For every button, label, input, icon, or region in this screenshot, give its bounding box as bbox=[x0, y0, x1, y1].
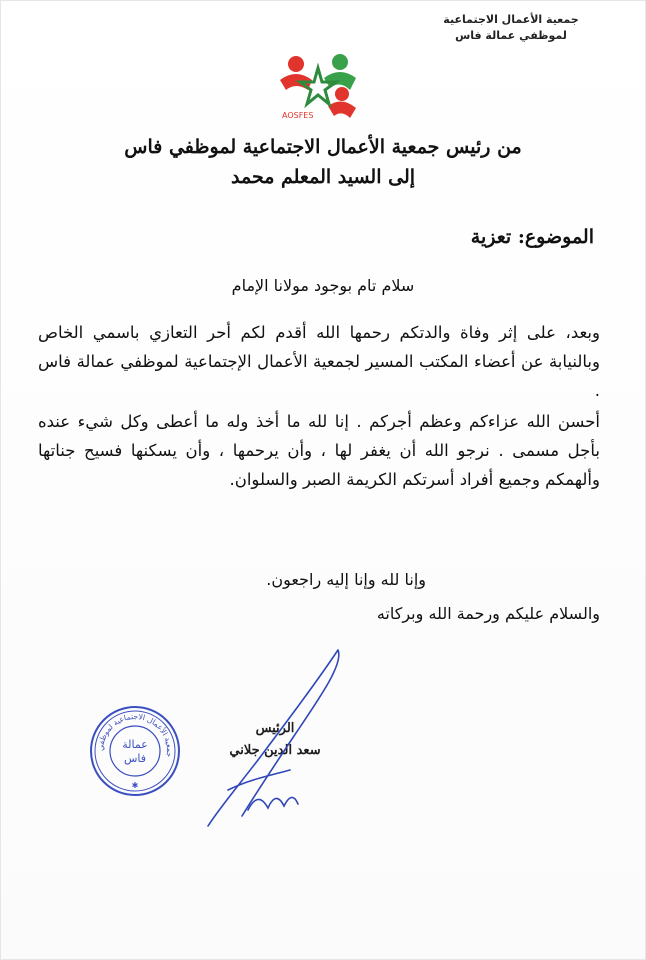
org-name-line2: لموظفي عمالة فاس bbox=[455, 29, 567, 42]
stamp-center-line1: عمالة bbox=[122, 738, 148, 751]
title-from: من رئيس جمعية الأعمال الاجتماعية لموظفي فاس bbox=[124, 136, 522, 158]
letter-greeting: سلام تام بوجود مولانا الإمام bbox=[231, 276, 415, 295]
body-paragraph-2: أحسن الله عزاءكم وعظم أجركم . إنا لله ما أخذ وله ما أعطى وكل شيء عنده بأجل مسمى . نرجو الله أن يغفر لها ، وأن يرحمها ، وأن يسكنها فسيح جناتها وألهمكم وجميع أفراد أسرتكم الكريمة الصبر والسلوان. bbox=[38, 412, 600, 489]
stamp-ring-text: جمعية الأعمال الاجتماعية لموظفي bbox=[95, 711, 175, 758]
handwritten-signature bbox=[198, 640, 358, 840]
letter-body bbox=[38, 318, 600, 496]
stamp-star-icon: ✱ bbox=[131, 781, 139, 790]
association-stamp bbox=[88, 704, 182, 798]
letter-salutation: والسلام عليكم ورحمة الله وبركاته bbox=[376, 604, 600, 623]
signatory-role: الرئيس bbox=[255, 721, 295, 736]
signatory-name: سعد الدين جلاني bbox=[229, 743, 321, 758]
body-paragraph-1: وبعد، على إثر وفاة والدتكم رحمها الله أقدم لكم أحر التعازي باسمي الخاص وبالنيابة عن أعضاء المكتب المسير لجمعية الأعمال الإجتماعية لموظفي عمالة فاس . bbox=[38, 323, 600, 400]
letter-closing: وإنا لله وإنا إليه راجعون. bbox=[266, 570, 426, 589]
logo-text: AOSFES bbox=[282, 111, 314, 120]
org-name-line1: جمعية الأعمال الاجتماعية bbox=[443, 13, 579, 26]
stamp-center-line2: فاس bbox=[123, 752, 147, 765]
letter-title bbox=[60, 132, 586, 192]
letter-subject: الموضوع: تعزية bbox=[470, 226, 594, 248]
org-header bbox=[436, 12, 586, 44]
association-logo bbox=[272, 50, 364, 122]
title-to: إلى السيد المعلم محمد bbox=[230, 166, 416, 188]
